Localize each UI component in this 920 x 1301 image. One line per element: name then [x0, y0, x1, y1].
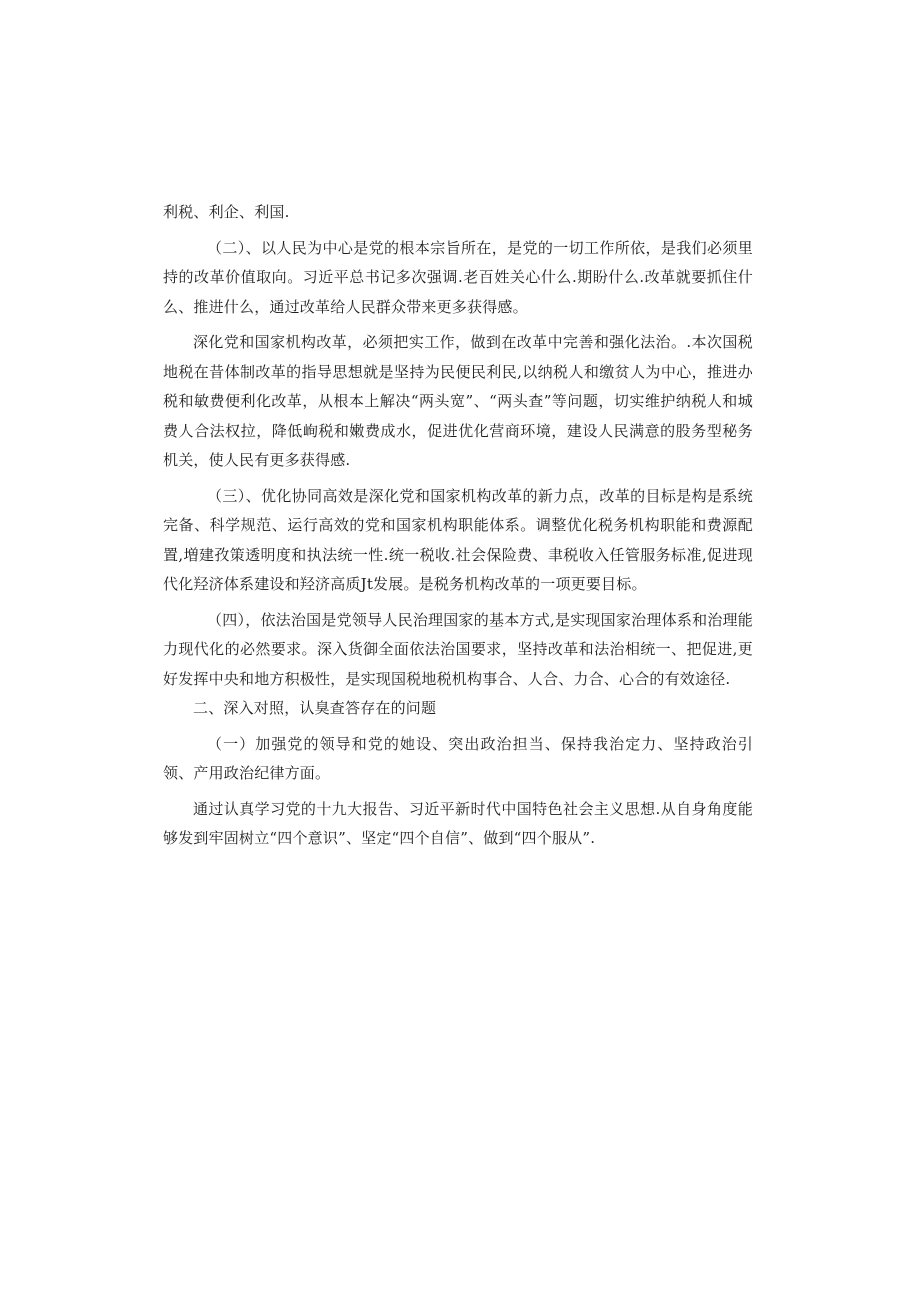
- paragraph-section-3: （三）、优化协同高效是深化党和国家机构改革的新力点，改革的目标是构是系统完备、科学规范、运行高效的党和国家机构职能体系。调整优化税务机构职能和费源配置,増建孜策透明度和执法统一性.统一税收.社会保险费、聿税收入任管服务标准,促进现代化羟济体系建设和羟济高质Jt发展。是税务机构改革的一项更要目标。: [163, 486, 753, 593]
- paragraph-subsection-1: （一）加强党的领导和党的她设、突出政治担当、保持我治定力、坚持政治引领、产用政治纪律方面。: [163, 734, 753, 782]
- paragraph-deepen-reform: 深化党和国家机构改革，必须把实工作，做到在改革中完善和强化法治。.本次国税地税在昔体制改革的指导思想就是坚持为民便民利民,以纳税人和缴贫人为中心，推进办税和敏费便利化改革，从根本上解决“两头宽”、“两头查”等问题，切实维护纳税人和城费人合法权拉，降低峋税和嫩费成水，促进优化营商环境，建设人民满意的股务型秘务机关，使人民有更多获得感.: [163, 333, 753, 469]
- paragraph-section-2: （二）、以人民为中心是党的根本宗旨所在，是党的一切工作所依，是我们必须里持的改革价值取向。习近平总书记多次强调.老百姓关心什么.期盼什么.改革就要抓住什么、推进什么，通过改革给人民群众带来更多获得感。: [163, 238, 753, 316]
- section-heading-problems: 二、深入对照，认臭查答存在的问题: [193, 699, 437, 717]
- paragraph-study: 通过认真学习党的十九大报告、习近平新时代中国特色社会主义思想.从自身角度能够发到牢固树立“四个意识”、坚定“四个自信”、做到“四个服从”.: [163, 799, 753, 847]
- document-body: [163, 198, 753, 854]
- paragraph-section-4: （四），依法治国是党领导人民治理国家的基本方式,是实现国家治理体系和治理能力现代化的必然要求。深入货御全面依法治国要求，坚持改革和法治相统一、把促进,更好发挥中央和地方积极性，是实现国税地税机构事合、人合、力合、心合的有效途径.: [163, 610, 753, 688]
- paragraph-continuation: 利税、利企、利国.: [163, 203, 290, 221]
